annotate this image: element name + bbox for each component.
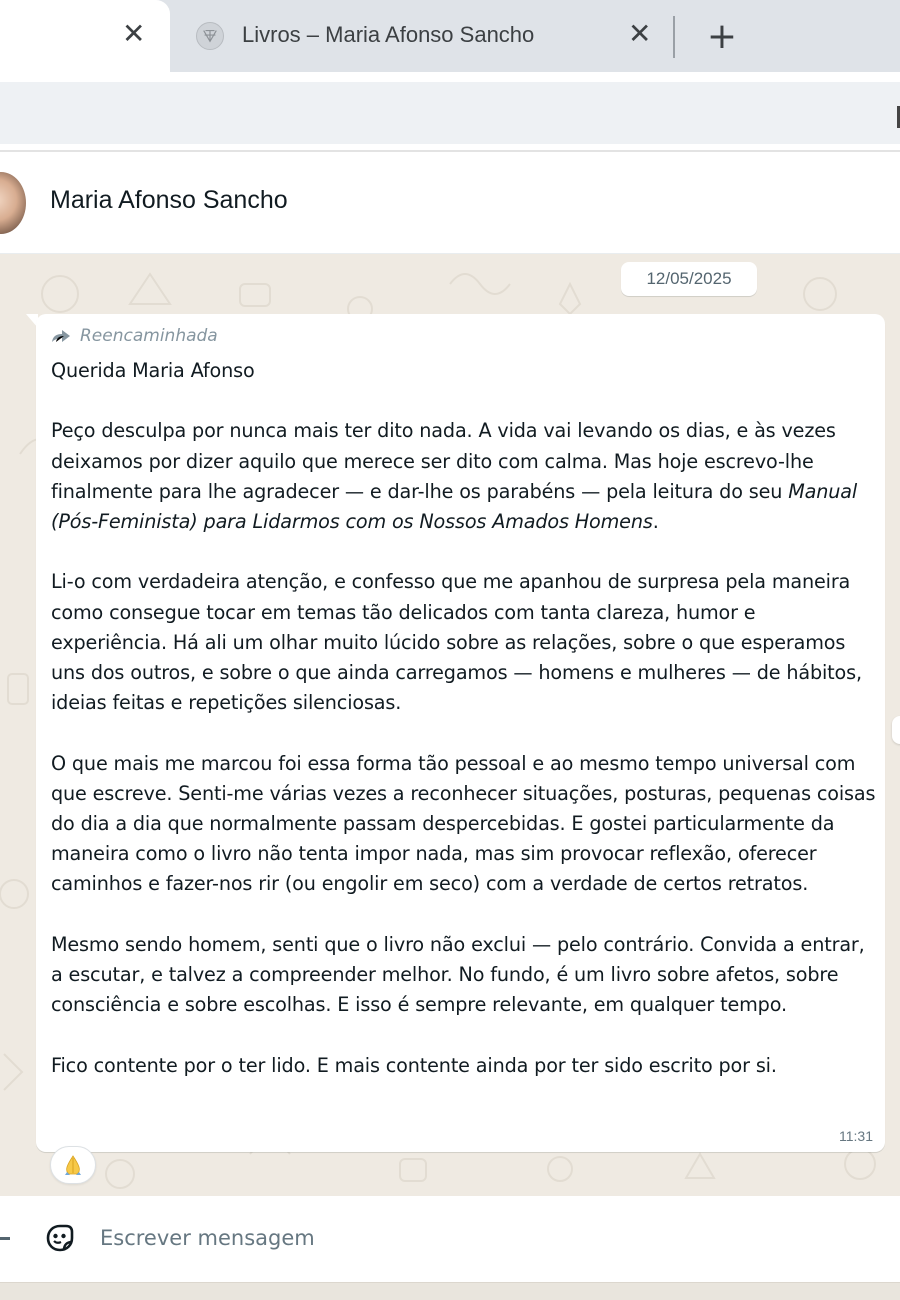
scroll-to-bottom-handle[interactable] <box>892 716 900 744</box>
bottom-edge <box>0 1282 900 1300</box>
forwarded-label: Reencaminhada <box>80 326 218 346</box>
date-chip: 12/05/2025 <box>621 262 757 296</box>
contact-name[interactable]: Maria Afonso Sancho <box>50 186 288 214</box>
composer-bar <box>0 1196 900 1282</box>
chat-header[interactable] <box>0 152 900 254</box>
forwarded-indicator <box>50 326 218 346</box>
message-paragraph-1 <box>51 416 877 537</box>
message-paragraph-4: Mesmo sendo homem, senti que o livro não exclui — pelo contrário. Convida a entrar, a escutar, e talvez a compreender melhor. No fundo, é um livro sobre afetos, sobre consciência e sobre escolhas. E isso é sempre relevante, em qualquer tempo. <box>51 932 865 1017</box>
tab-separator <box>673 16 675 58</box>
attach-icon[interactable] <box>0 1237 10 1240</box>
tab-active[interactable] <box>0 0 170 72</box>
book-title: Manual (Pós-Feminista) para Lidarmos com os Nossos Amados Homens <box>51 479 858 533</box>
composer <box>0 1196 900 1300</box>
address-bar[interactable] <box>0 82 900 144</box>
sticker-icon[interactable] <box>42 1220 78 1256</box>
message-paragraph-2: Li-o com verdadeira atenção, e confesso que me apanhou de surpresa pela maneira como consegue tocar em temas tão delicados com tanta clareza, humor e experiência. Há ali um olhar muito lúcido sobre as relações, sobre o que esperamos uns dos outros, e sobre o que ainda carregamos — homens e mulheres — de hábitos, ideias feitas e repetições silenciosas. <box>51 570 862 715</box>
close-tab-icon[interactable]: ✕ <box>122 17 146 50</box>
message-paragraph-1-start: Peço desculpa por nunca mais ter dito nada. A vida vai levando os dias, e às vezes deixamos por dizer aquilo que merece ser dito com calma. Mas hoje escrevo-lhe finalmente para lhe agradecer — e dar-lhe os parabéns — pela leitura do seu <box>51 419 836 503</box>
message-paragraph-5: Fico contente por o ter lido. E mais contente ainda por ter sido escrito por si. <box>51 1053 777 1077</box>
reaction-badge[interactable] <box>50 1146 96 1184</box>
close-tab-icon[interactable]: ✕ <box>628 17 652 50</box>
browser-tab-strip <box>0 0 900 72</box>
avatar[interactable] <box>0 172 26 234</box>
message-paragraph-3: O que mais me marcou foi essa forma tão pessoal e ao mesmo tempo universal com que escreve. Senti-me várias vezes a reconhecer situações, posturas, pequenas coisas do dia a dia que normalmente passam despercebidas. E gostei particularmente da maneira como o livro não tenta impor nada, mas sim provocar reflexão, oferecer caminhos e fazer-nos rir (ou engolir em seco) com a verdade de certos retratos. <box>51 751 876 896</box>
tab-livros[interactable] <box>170 0 675 72</box>
forward-arrow-icon <box>50 328 72 344</box>
message-bubble[interactable] <box>36 314 885 1152</box>
message-greeting: Querida Maria Afonso <box>51 359 255 382</box>
browser-toolbar <box>0 72 900 152</box>
message-timestamp: 11:31 <box>839 1128 873 1144</box>
chat-area[interactable] <box>0 254 900 1196</box>
new-tab-button[interactable]: + <box>706 15 738 57</box>
site-logo-icon <box>196 22 224 50</box>
tab-title: Livros – Maria Afonso Sancho <box>242 22 535 47</box>
folded-hands-emoji-icon <box>61 1153 85 1177</box>
message-input[interactable] <box>100 1218 860 1258</box>
message-text <box>51 356 877 1081</box>
message-paragraph-1-end: . <box>652 510 659 533</box>
